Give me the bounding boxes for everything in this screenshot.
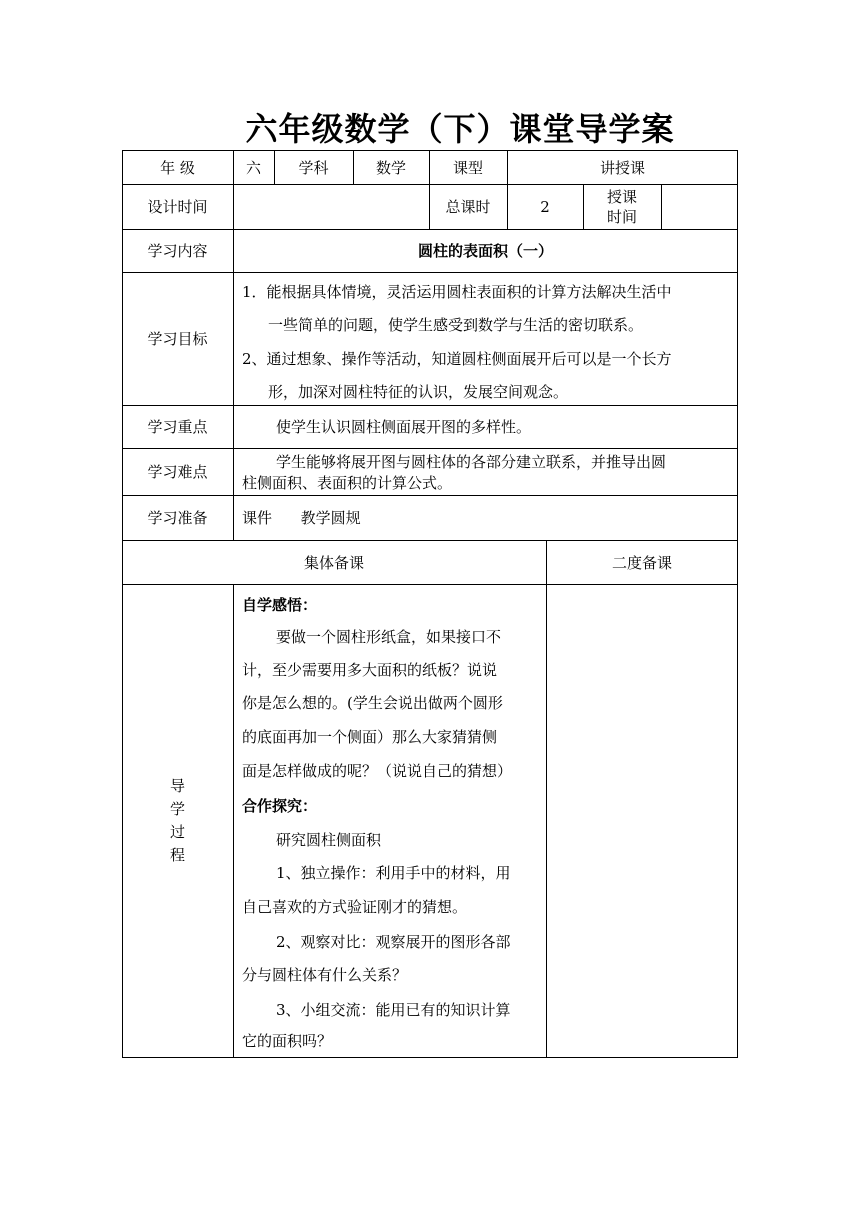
process-line: 研究圆柱侧面积: [276, 831, 382, 849]
process-line: 3、小组交流：能用已有的知识计算: [276, 1001, 511, 1019]
design-time-value: [233, 184, 429, 229]
process-line: 你是怎么想的。(学生会说出做两个圆形: [242, 694, 503, 712]
total-hours-label: 总课时: [445, 198, 491, 216]
goals-label: 学习目标: [147, 330, 208, 348]
content-value: 圆柱的表面积（一）: [417, 242, 553, 260]
process-line: 2、观察对比：观察展开的图形各部: [276, 933, 511, 951]
table-rule-v: [546, 540, 547, 1058]
collective-prep-header: 集体备课: [303, 553, 364, 572]
goal-line: 形，加深对圆柱特征的认识，发展空间观念。: [268, 383, 569, 401]
process-heading: 自学感悟：: [242, 596, 318, 614]
page-title: 六年级数学（下）课堂导学案: [245, 110, 675, 148]
process-line: 分与圆柱体有什么关系？: [242, 966, 408, 984]
subject-value: 数学: [375, 159, 406, 177]
goal-line: 1．能根据具体情境，灵活运用圆柱表面积的计算方法解决生活中: [242, 283, 672, 301]
process-line: 要做一个圆柱形纸盒，如果接口不: [276, 628, 502, 646]
process-label-char: 学: [169, 799, 185, 818]
teach-time-value: [661, 184, 738, 229]
table-border-bottom: [122, 1057, 738, 1058]
type-label: 课型: [452, 159, 483, 177]
second-prep-header: 二度备课: [611, 553, 672, 572]
table-rule-v: [233, 584, 234, 1058]
type-value: 讲授课: [599, 159, 645, 177]
process-label: [122, 584, 233, 1057]
teach-time-label-line2: 时间: [606, 207, 637, 226]
total-hours-value: 2: [540, 197, 550, 216]
process-line: 计，至少需要用多大面积的纸板？说说: [242, 661, 498, 679]
process-line: 自己喜欢的方式验证刚才的猜想。: [242, 898, 468, 916]
process-line: 的底面再加一个侧面）那么大家猜猜侧: [242, 728, 498, 746]
process-heading: 合作探究：: [242, 797, 318, 815]
process-label-char: 过: [169, 822, 185, 841]
teach-time-label: [583, 184, 661, 229]
table-border-right: [737, 150, 738, 1058]
process-line: 面是怎样做成的呢？（说说自己的猜想）: [242, 762, 513, 780]
key-point-label: 学习重点: [147, 418, 208, 436]
subject-label: 学科: [298, 159, 329, 177]
goal-line: 一些简单的问题，使学生感受到数学与生活的密切联系。: [268, 316, 644, 334]
process-line: 它的面积吗？: [242, 1032, 333, 1050]
content-label: 学习内容: [147, 242, 208, 260]
grade-label: 年 级: [160, 159, 195, 177]
key-point-value: 使学生认识圆柱侧面展开图的多样性。: [276, 418, 532, 436]
process-line: 1、独立操作：利用手中的材料，用: [276, 864, 511, 882]
difficulty-line: 柱侧面积、表面积的计算公式。: [242, 474, 453, 492]
preparation-value: 课件 教学圆规: [242, 509, 361, 527]
difficulty-label: 学习难点: [147, 463, 208, 481]
process-label-char: 导: [169, 776, 185, 795]
preparation-label: 学习准备: [147, 509, 208, 527]
teach-time-label-line1: 授课: [606, 187, 637, 206]
goal-line: 2、通过想象、操作等活动，知道圆柱侧面展开后可以是一个长方: [242, 350, 672, 368]
process-label-char: 程: [169, 845, 185, 864]
grade-value: 六: [245, 159, 261, 177]
difficulty-line: 学生能够将展开图与圆柱体的各部分建立联系，并推导出圆: [276, 453, 667, 471]
design-time-label: 设计时间: [147, 198, 208, 216]
